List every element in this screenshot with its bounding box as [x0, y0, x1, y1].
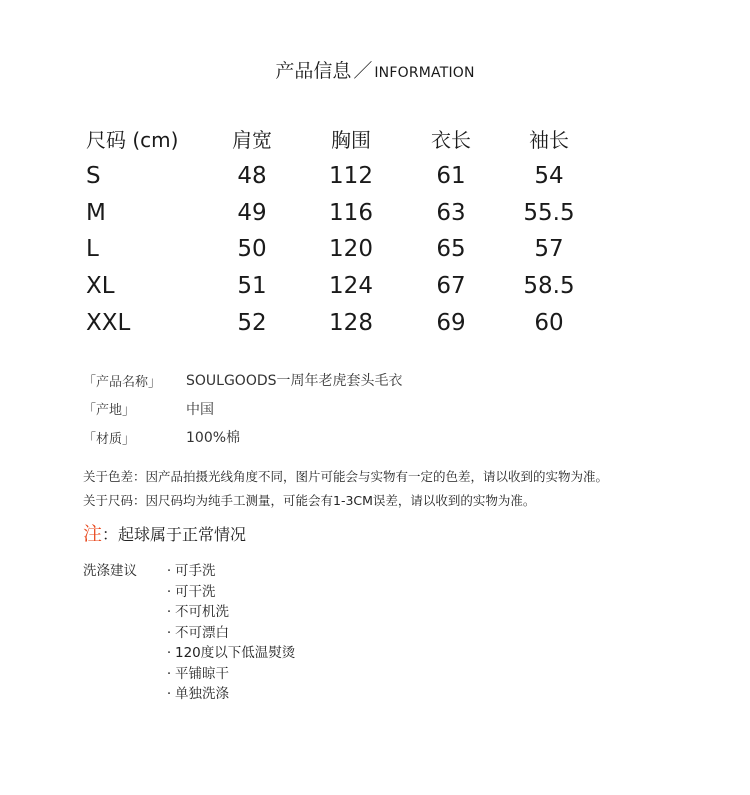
value-cell: 49: [237, 199, 267, 226]
bullet-icon: ·: [166, 645, 172, 661]
bullet-icon: ·: [166, 624, 172, 641]
table-row: [86, 231, 598, 268]
page-title: [0, 56, 750, 83]
table-row: [86, 158, 598, 195]
bullet-icon: ·: [166, 665, 172, 682]
size-cell: XXL: [86, 309, 131, 336]
table-row: [86, 268, 598, 305]
value-cell: 60: [534, 309, 564, 336]
info-row-origin: [83, 395, 403, 424]
info-label: 「产品名称」: [83, 374, 162, 390]
list-item: · 不可漂白: [163, 623, 295, 644]
info-label: 「材质」: [83, 431, 136, 447]
value-cell: 67: [436, 273, 466, 300]
info-value: 中国: [186, 401, 214, 418]
size-cell: M: [86, 199, 106, 226]
value-cell: 58.5: [523, 273, 575, 300]
note-mark: 注: [83, 523, 103, 545]
value-cell: 51: [237, 273, 267, 300]
size-cell: L: [86, 236, 99, 263]
value-cell: 116: [329, 199, 373, 226]
size-cell: S: [86, 163, 101, 190]
value-cell: 128: [329, 309, 373, 336]
list-item: · 120度以下低温熨烫: [163, 643, 295, 664]
care-list: [163, 561, 295, 705]
pilling-text: ：起球属于正常情况: [102, 525, 247, 544]
title-en: INFORMATION: [374, 65, 475, 81]
care-label: 洗涤建议: [83, 563, 137, 579]
info-label: 「产地」: [83, 403, 136, 419]
care-section: [83, 561, 295, 705]
info-value: 100%棉: [186, 430, 241, 447]
title-cn: 产品信息: [275, 60, 352, 82]
info-row-name: [83, 366, 403, 395]
title-separator: ／: [353, 60, 373, 82]
col-shoulder: 肩宽: [232, 127, 272, 152]
value-cell: 50: [237, 236, 267, 263]
col-size: 尺码 (cm): [86, 127, 179, 152]
col-sleeve: 袖长: [529, 127, 569, 152]
list-item: · 可手洗: [163, 561, 295, 582]
info-value: SOULGOODS一周年老虎套头毛衣: [186, 373, 403, 390]
info-row-material: [83, 423, 403, 452]
list-item: · 平铺晾干: [163, 664, 295, 685]
value-cell: 57: [534, 236, 564, 263]
value-cell: 69: [436, 309, 466, 336]
col-length: 衣长: [431, 127, 471, 152]
value-cell: 48: [237, 163, 267, 190]
bullet-icon: ·: [166, 686, 172, 702]
table-row: [86, 195, 598, 232]
value-cell: 120: [329, 236, 373, 263]
value-cell: 63: [436, 199, 466, 226]
value-cell: 65: [436, 236, 466, 263]
list-item: · 单独洗涤: [163, 684, 295, 705]
size-cell: XL: [86, 273, 115, 300]
size-note: 关于尺码：因尺码均为纯手工测量，可能会有1-3CM误差，请以收到的实物为准。: [83, 493, 536, 508]
table-row: [86, 304, 598, 341]
product-info: [83, 366, 403, 452]
value-cell: 124: [329, 273, 373, 300]
notes: [83, 465, 608, 513]
col-chest: 胸围: [331, 127, 371, 152]
value-cell: 112: [329, 163, 373, 190]
value-cell: 61: [436, 163, 466, 190]
bullet-icon: ·: [166, 583, 172, 600]
bullet-icon: ·: [166, 563, 172, 579]
value-cell: 55.5: [523, 199, 575, 226]
value-cell: 52: [237, 309, 267, 336]
size-table-header: [86, 118, 598, 158]
list-item: · 可干洗: [163, 582, 295, 603]
value-cell: 54: [534, 163, 564, 190]
bullet-icon: ·: [166, 604, 172, 620]
pilling-note: [83, 519, 246, 546]
list-item: · 不可机洗: [163, 602, 295, 623]
color-note: 关于色差：因产品拍摄光线角度不同，图片可能会与实物有一定的色差，请以收到的实物为准。: [83, 469, 609, 484]
size-table: [86, 118, 598, 341]
